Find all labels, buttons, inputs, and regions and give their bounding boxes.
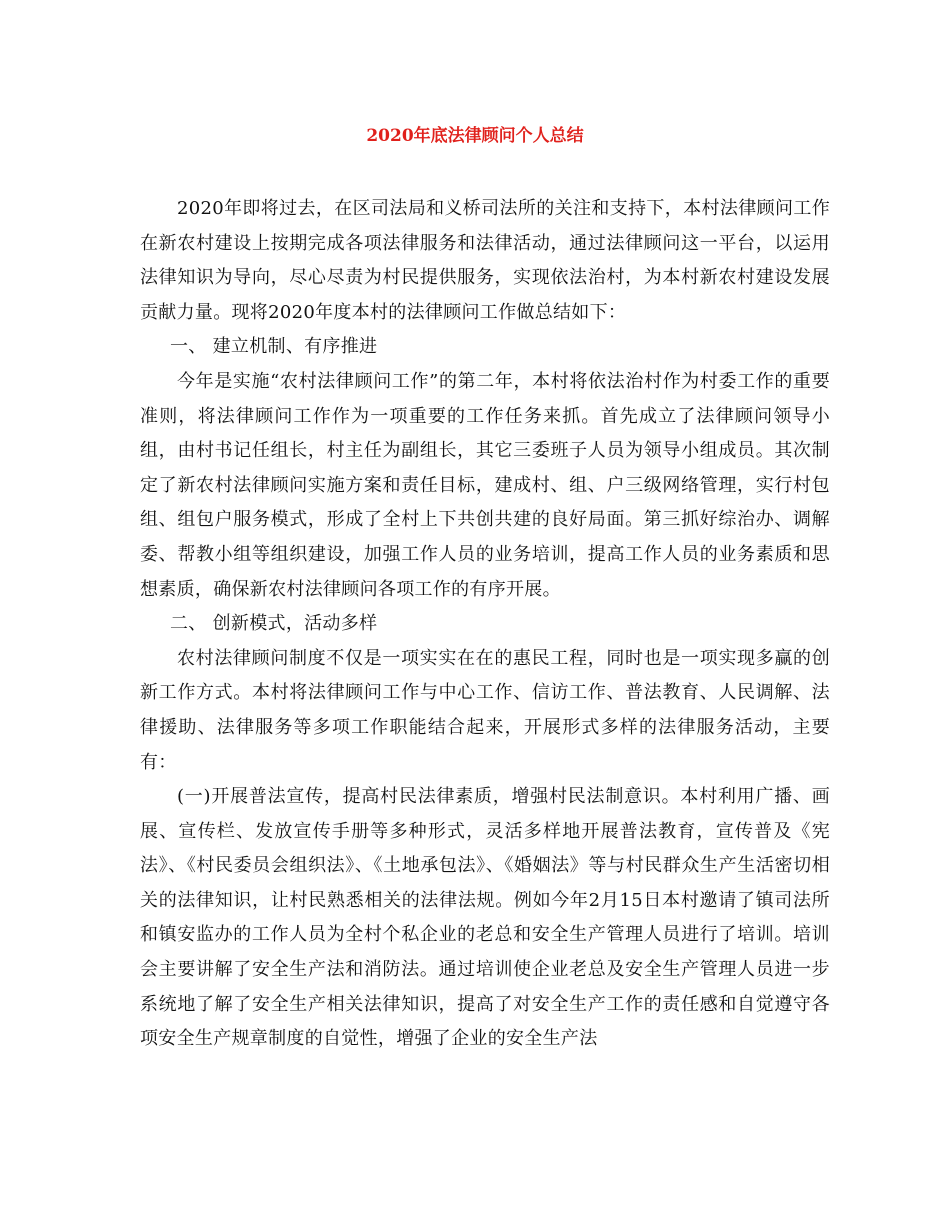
section-2-paragraph: 农村法律顾问制度不仅是一项实实在在的惠民工程，同时也是一项实现多赢的创新工作方式。本村将法律顾问工作与中心工作、信访工作、普法教育、人民调解、法律援助、法律服务等多项工作职能结合起来，开展形式多样的法律服务活动，主要有： bbox=[140, 647, 830, 773]
section-1-paragraph: 今年是实施“农村法律顾问工作”的第二年，本村将依法治村作为村委工作的重要准则，将法律顾问工作作为一项重要的工作任务来抓。首先成立了法律顾问领导小组，由村书记任组长，村主任为副组长，其它三委班子人员为领导小组成员。其次制定了新农村法律顾问实施方案和责任目标，建成村、组、户三级网络管理，实行村包组、组包户服务模式，形成了全村上下共创共建的良好局面。第三抓好综治办、调解委、帮教小组等组织建设，加强工作人员的业务培训，提高工作人员的业务素质和思想素质，确保新农村法律顾问各项工作的有序开展。 bbox=[140, 370, 830, 600]
section-heading-1: 一、 建立机制、有序推进 bbox=[170, 336, 378, 358]
document-body bbox=[140, 192, 830, 1057]
intro-paragraph: 2020年即将过去，在区司法局和义桥司法所的关注和支持下，本村法律顾问工作在新农村建设上按期完成各项法律服务和法律活动，通过法律顾问这一平台，以运用法律知识为导向，尽心尽责为村民提供服务，实现依法治村，为本村新农村建设发展贡献力量。现将2020年度本村的法律顾问工作做总结如下： bbox=[140, 198, 830, 323]
section-heading-2: 二、 创新模式，活动多样 bbox=[170, 613, 378, 635]
document-title: 2020年底法律顾问个人总结 bbox=[366, 126, 584, 146]
subsection-1-paragraph: (一)开展普法宣传，提高村民法律素质，增强村民法制意识。本村利用广播、画展、宣传栏、发放宣传手册等多种形式，灵活多样地开展普法教育，宣传普及《宪法》、《村民委员会组织法》、《土地承包法》、《婚姻法》等与村民群众生产生活密切相关的法律知识，让村民熟悉相关的法律法规。例如今年2月15日本村邀请了镇司法所和镇安监办的工作人员为全村个私企业的老总和安全生产管理人员进行了培训。培训会主要讲解了安全生产法和消防法。通过培训使企业老总及安全生产管理人员进一步系统地了解了安全生产相关法律知识，提高了对安全生产工作的责任感和自觉遵守各项安全生产规章制度的自觉性，增强了企业的安全生产法 bbox=[140, 786, 830, 1050]
